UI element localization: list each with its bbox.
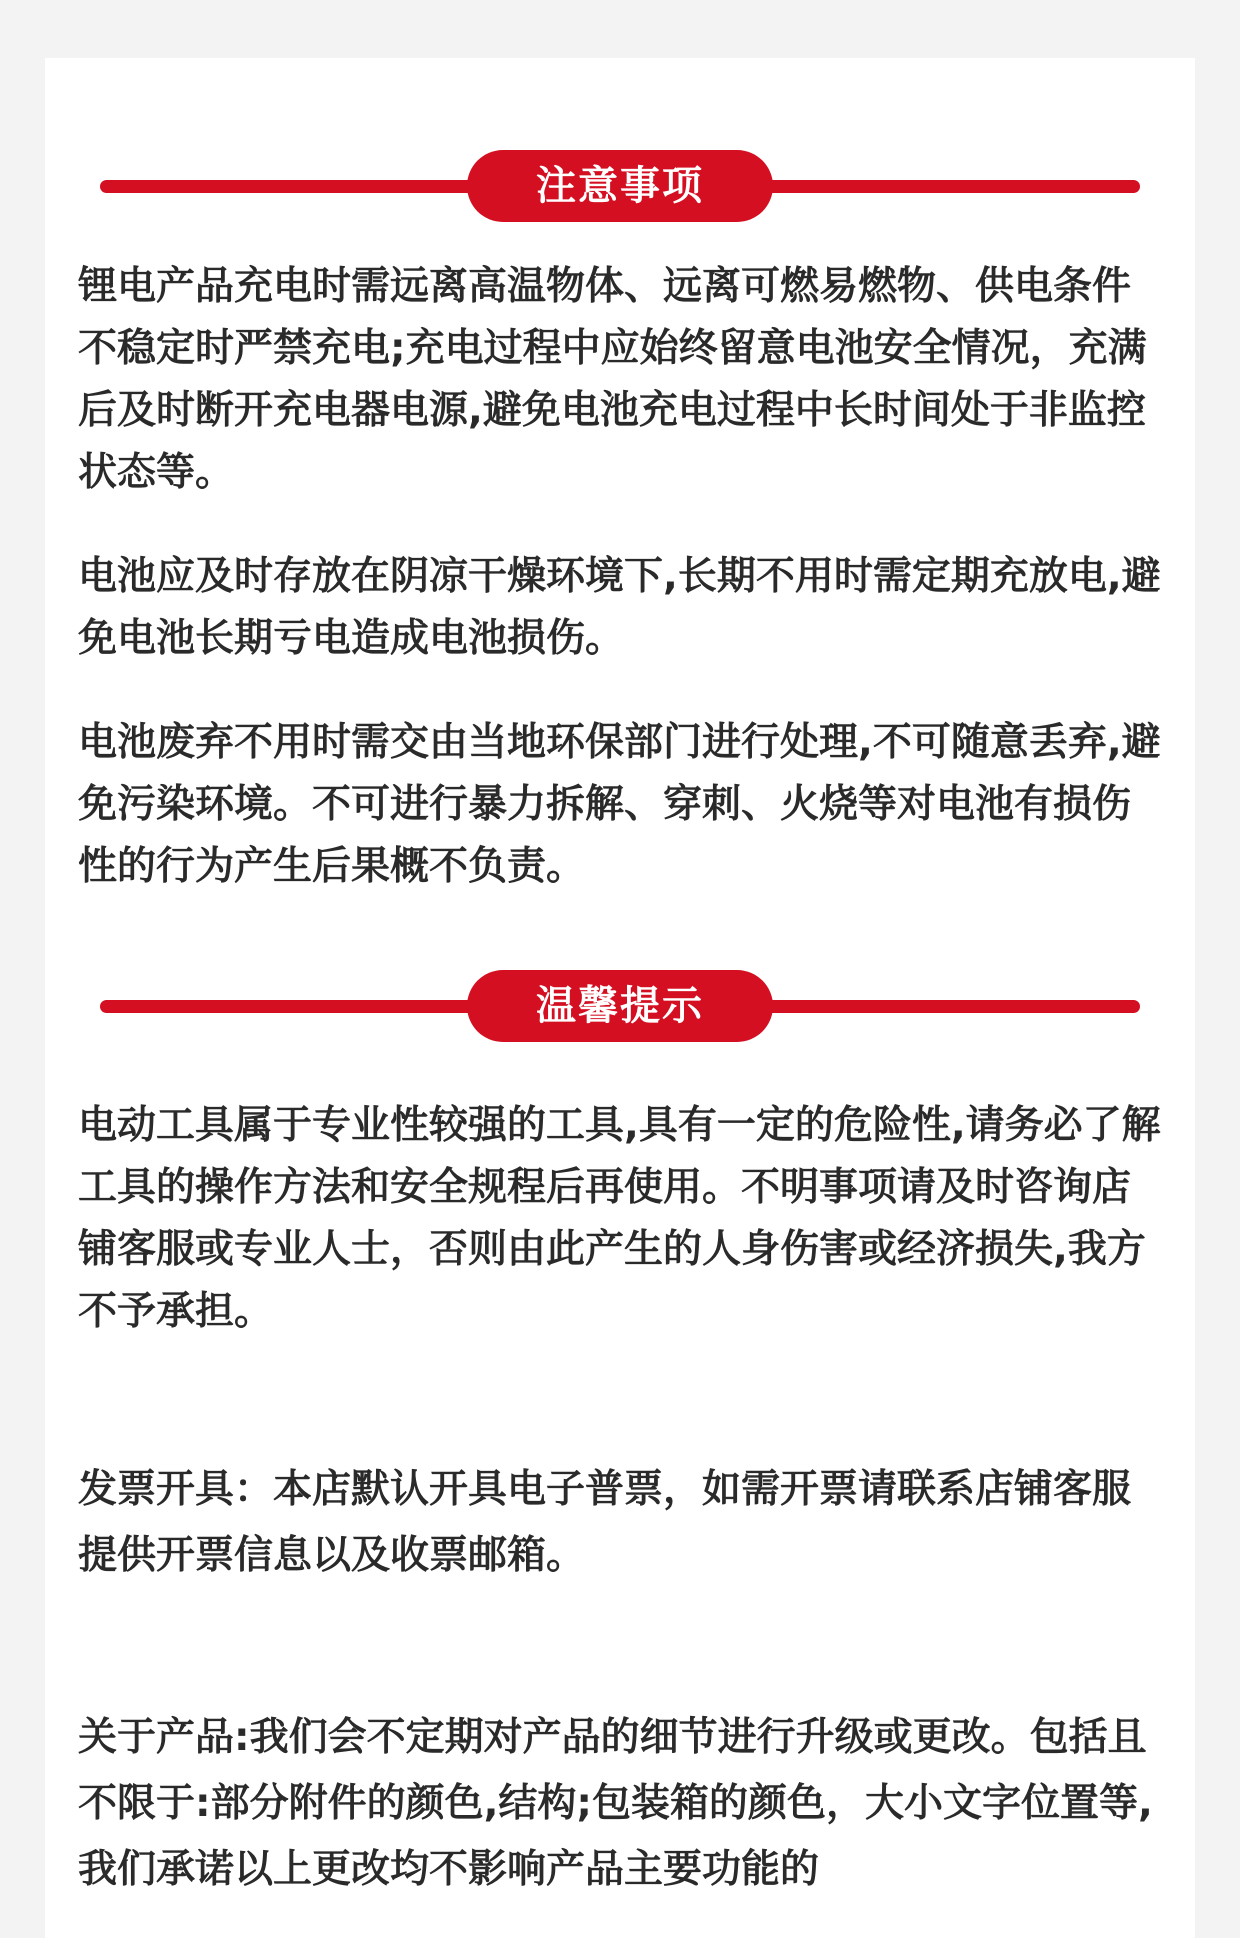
paragraph-battery-disposal: 电池废弃不用时需交由当地环保部门进行处理,不可随意丢弃,避免污染环境。不可进行暴力拆解、穿刺、火烧等对电池有损伤性的行为产生后果概不负责。 [78,720,1161,889]
section-title-precautions: 注意事项 [467,150,773,222]
paragraph-tool-safety: 电动工具属于专业性较强的工具,具有一定的危险性,请务必了解工具的操作方法和安全规程后再使用。不明事项请及时咨询店铺客服或专业人士，否则由此产生的人身伤害或经济损失,我方不予承担。 [78,1103,1161,1334]
paragraph-product-changes: 关于产品:我们会不定期对产品的细节进行升级或更改。包括且不限于:部分附件的颜色,结构;包装箱的颜色，大小文字位置等,我们承诺以上更改均不影响产品主要功能的 [78,1715,1153,1892]
paragraph-invoice: 发票开具：本店默认开具电子普票，如需开票请联系店铺客服提供开票信息以及收票邮箱。 [78,1467,1132,1578]
section-header-precautions [100,150,1140,222]
section-header-tips [100,970,1140,1042]
paragraph-charging-safety: 锂电产品充电时需远离高温物体、远离可燃易燃物、供电条件不稳定时严禁充电;充电过程中应始终留意电池安全情况，充满后及时断开充电器电源,避免电池充电过程中长时间处于非监控状态等。 [78,264,1147,495]
paragraph-battery-storage: 电池应及时存放在阴凉干燥环境下,长期不用时需定期充放电,避免电池长期亏电造成电池损伤。 [78,554,1161,661]
section-title-tips: 温馨提示 [467,970,773,1042]
